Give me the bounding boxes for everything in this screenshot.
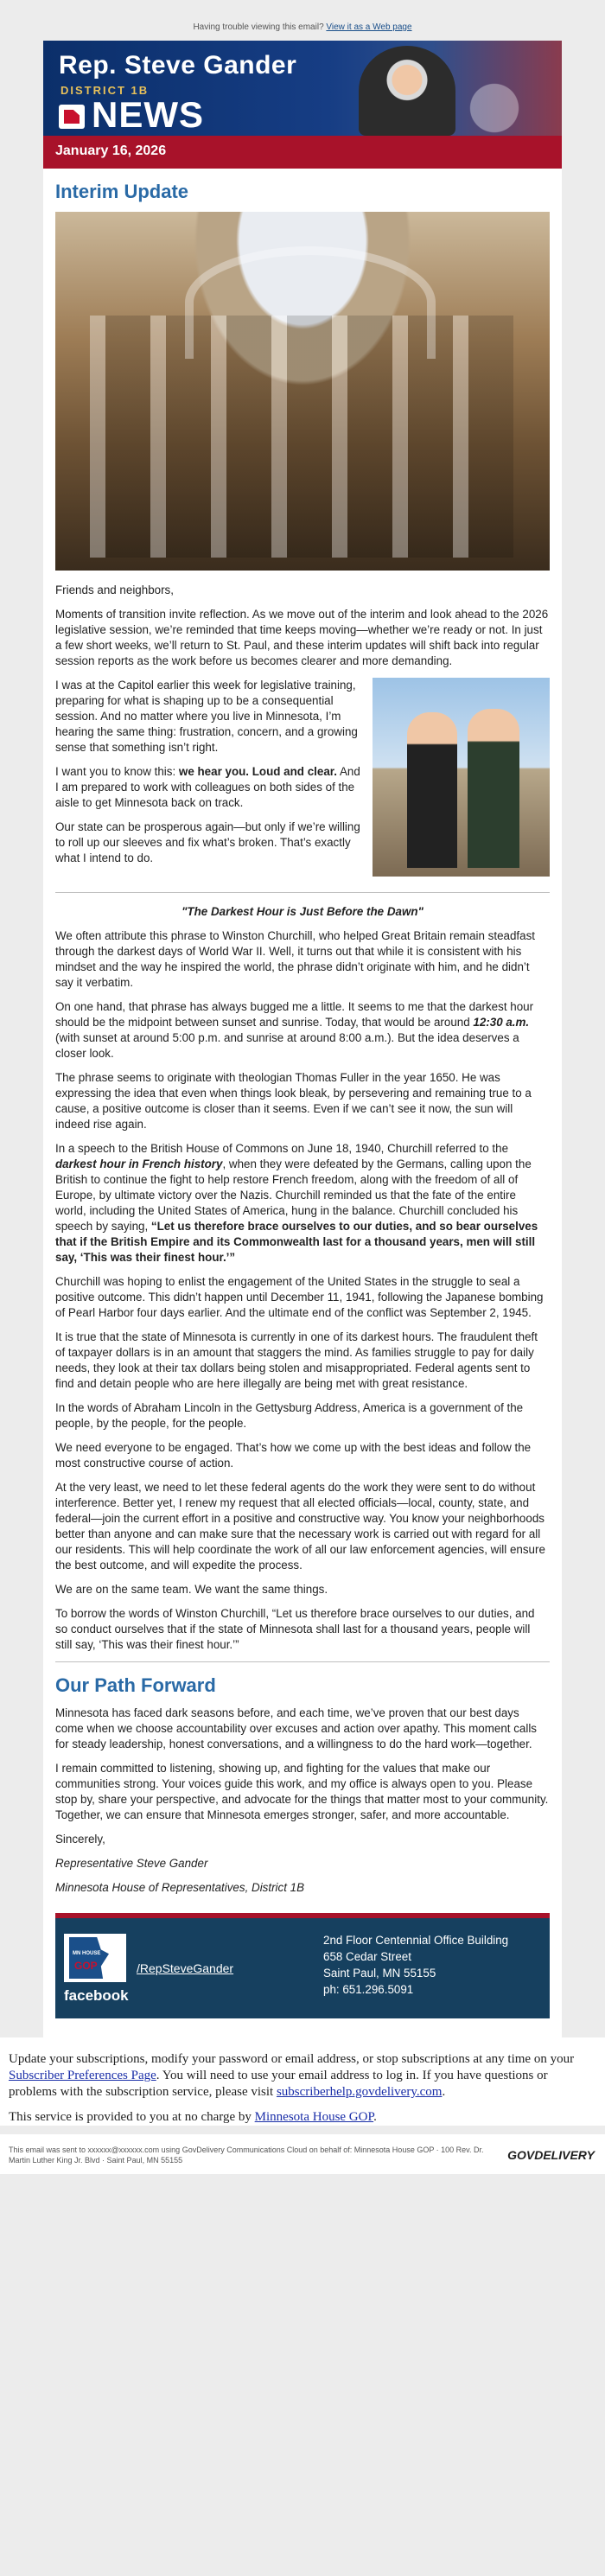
body-paragraph: The phrase seems to originate with theologian Thomas Fuller in the year 1650. He was expressing the idea that even when things look bleak, by persevering and remaining true to a cause, a positive outcome is closer than it seems. Even if we can’t see it now, the sun will indeed rise again.	[55, 1071, 532, 1131]
logo-gop-text: GOP	[74, 1960, 98, 1972]
body-paragraph	[55, 1141, 550, 1266]
subscriber-preferences-link[interactable]: Subscriber Preferences Page	[9, 2069, 156, 2082]
interim-paragraph: I was at the Capitol earlier this week for legislative training, preparing for what is shaping up to be a consequential session. And no matter where you live in Minnesota, I’m hearing the same thing: frustration, concern, and a growing sense that something isn’t right.	[55, 679, 358, 754]
capitol-rotunda-photo	[55, 212, 550, 571]
photo-row	[55, 678, 550, 883]
contact-footer	[55, 1918, 550, 2018]
bold-text: we hear you. Loud and clear.	[178, 765, 337, 778]
divider	[55, 1661, 550, 1662]
address-line: Saint Paul, MN 55155	[323, 1967, 436, 1980]
churchill-quote: “Let us therefore brace ourselves to our duties, and so bear ourselves that if the British Empire and its Commonwealth last for a thousand years, men will still say, ‘This was their finest hour.’”	[55, 1220, 538, 1264]
minnesota-icon	[69, 1937, 109, 1979]
legal-paragraph	[9, 2109, 596, 2126]
spacer	[43, 2018, 562, 2037]
body-paragraph: To borrow the words of Winston Churchill, “Let us therefore brace ourselves to our duties, and so conduct ourselves that if the state of Minnesota shall last for a thousand years, people will still say, ‘This was their finest hour.’”	[55, 1607, 535, 1651]
divider	[55, 892, 550, 893]
body-paragraph: At the very least, we need to let these federal agents do the work they were sent to do without interference. Better yet, I renew my request that all elected officials—local, county, state, and federal—join the current effort in a positive and constructive way. You know your neighborhoods better than anyone and can make sure that the necessary work is carried out with regard for all our residents. This will help coordinate the work of all our law enforcement agencies, will ensure the best outcome, and will expedite the process.	[55, 1481, 545, 1572]
sign-off: Sincerely,	[55, 1833, 105, 1846]
body-paragraph: I remain committed to listening, showing up, and fighting for the values that make our communities strong. Your voices guide this work, and my office is always open to you. Please stop by, share your perspective, and advocate for the things that matter most to your community. Together, we can ensure that Minnesota emerges stronger, safer, and more accountable.	[55, 1762, 549, 1821]
interim-paragraph: Our state can be prosperous again—but only if we’re willing to roll up our sleeves and fix what’s broken. That’s exactly what I intend to do.	[55, 820, 360, 864]
path-forward-heading: Our Path Forward	[55, 1674, 216, 1696]
top-note	[0, 0, 605, 41]
time-emphasis: 12:30 a.m.	[473, 1016, 530, 1029]
text-run: In a speech to the British House of Commons on June 18, 1940, Churchill referred to the	[55, 1142, 509, 1155]
news-label: NEWS	[92, 94, 204, 135]
email-body	[43, 41, 562, 2037]
subscriber-help-link[interactable]: subscriberhelp.govdelivery.com	[276, 2085, 443, 2099]
facebook-logo[interactable]: facebook	[64, 1987, 129, 2004]
address-line: 2nd Floor Centennial Office Building	[323, 1934, 509, 1947]
top-note-text: Having trouble viewing this email?	[193, 22, 324, 32]
text-run: This service is provided to you at no charge by	[9, 2110, 255, 2124]
signature-name: Representative Steve Gander	[55, 1857, 208, 1870]
legal-paragraph	[9, 2051, 596, 2101]
text-run: (with sunset at around 5:00 p.m. and sunrise at around 8:00 a.m.). But the idea deserves a closer look.	[55, 1031, 519, 1060]
govdelivery-logo[interactable]: GOVDELIVERY	[507, 2148, 595, 2162]
facebook-handle-link[interactable]: /RepSteveGander	[137, 1961, 234, 1975]
phone-line: ph: 651.296.5091	[323, 1983, 414, 1996]
text-run: I want you to know this:	[55, 765, 179, 778]
interim-paragraph: Moments of transition invite reflection. As we move out of the interim and look ahead to the 2026 legislative session, we’re reminded that time keeps moving—whether we’re ready or not. In just a few short weeks, we’ll return to St. Paul, and these interim updates will shift back into regular session reports as the work before us becomes clearer and more demanding.	[55, 608, 549, 667]
district-label: DISTRICT 1B	[60, 84, 150, 97]
house-gop-link[interactable]: Minnesota House GOP	[254, 2110, 374, 2124]
body-paragraph: We often attribute this phrase to Winston Churchill, who helped Great Britain remain steadfast through the darkest days of World War II. Well, it turns out that while it is consistent with his mindset and the way he inspired the world, the phrase didn’t originate with him, and he didn’t say it verbatim.	[55, 929, 535, 989]
darkest-hour-title: "The Darkest Hour is Just Before the Dawn"	[182, 905, 424, 918]
capitol-dome-image	[443, 48, 546, 134]
body-paragraph: In the words of Abraham Lincoln in the Gettysburg Address, America is a government of the people, by the people, for the people.	[55, 1401, 524, 1430]
body-paragraph: Churchill was hoping to enlist the engagement of the United States in the struggle to seal a positive outcome. This didn’t happen until December 11, 1941, following the Japanese bombing of Pearl Harbor four days earlier. And the ultimate end of the conflict was September 2, 1945.	[55, 1275, 544, 1319]
text-run: On one hand, that phrase has always bugged me a little. It seems to me that the darkest hour should be the midpoint between sunset and sunrise. Today, that would be around	[55, 1000, 534, 1029]
logo-small-text: MN HOUSE	[73, 1951, 101, 1956]
text-run: , when they were defeated by the Germans, calling upon the British to continue the fight to help restore French freedom, along with the freedom of all of Europe, by ultimate victory over the Nazis. Churchill reminded us that the fate of the entire world, including the United States of America, hung in the balance. Churchill concluded his speech by saying,	[55, 1157, 532, 1233]
interim-heading: Interim Update	[55, 181, 189, 202]
text-run: And I am prepared to work with colleagues on both sides of the aisle to get Minnesota back on track.	[55, 765, 360, 809]
rep-portrait	[359, 46, 455, 136]
date-bar: January 16, 2026	[43, 136, 562, 169]
greeting: Friends and neighbors,	[55, 583, 174, 596]
body-paragraph: We need everyone to be engaged. That’s how we come up with the best ideas and follow the most constructive course of action.	[55, 1441, 532, 1470]
subscription-legal	[0, 2037, 605, 2126]
text-run: .	[442, 2085, 446, 2099]
address-line: 658 Cedar Street	[323, 1950, 411, 1963]
main-content	[43, 169, 562, 1913]
web-page-link[interactable]: View it as a Web page	[326, 22, 412, 32]
rep-name: Rep. Steve Gander	[59, 51, 297, 80]
social-block	[64, 1934, 129, 2008]
body-paragraph	[55, 999, 550, 1062]
text-run: .	[373, 2110, 377, 2124]
house-logo-icon	[59, 105, 85, 129]
body-paragraph: It is true that the state of Minnesota is currently in one of its darkest hours. The fraudulent theft of taxpayer dollars is in an amount that staggers the mind. As families struggle to pay for daily needs, they look at their tax dollars being stolen and misappropriated. Federal agents sent to find and detain people who are here illegally are being met with great resistance.	[55, 1330, 538, 1390]
body-paragraph: Minnesota has faced dark seasons before, and each time, we’ve proven that our best days come when we choose accountability over excuses and action over apathy. This moment calls for steady leadership, honest conversations, and a willingness to do the hard work—together.	[55, 1706, 537, 1750]
mn-house-gop-logo[interactable]	[64, 1934, 126, 1982]
rep-with-colleague-photo	[373, 678, 550, 877]
emphasis-text: darkest hour in French history	[55, 1157, 223, 1170]
fine-print	[0, 2134, 605, 2174]
header-banner	[43, 41, 562, 136]
body-paragraph: We are on the same team. We want the same things.	[55, 1583, 328, 1596]
text-run: . You will need to use your email address to log in. If you have questions or problems with the subscription service, please visit	[9, 2069, 548, 2099]
sent-to-notice: This email was sent to xxxxxx@xxxxxx.com using GovDelivery Communications Cloud on behalf of: Minnesota House GOP · 100 Rev. Dr. Martin Luther King Jr. Blvd · Saint Paul, MN 55155	[9, 2146, 484, 2165]
text-run: Update your subscriptions, modify your password or email address, or stop subscriptions at any time on your	[9, 2052, 575, 2066]
office-address	[323, 1932, 508, 1998]
signature-title: Minnesota House of Representatives, District 1B	[55, 1881, 305, 1894]
